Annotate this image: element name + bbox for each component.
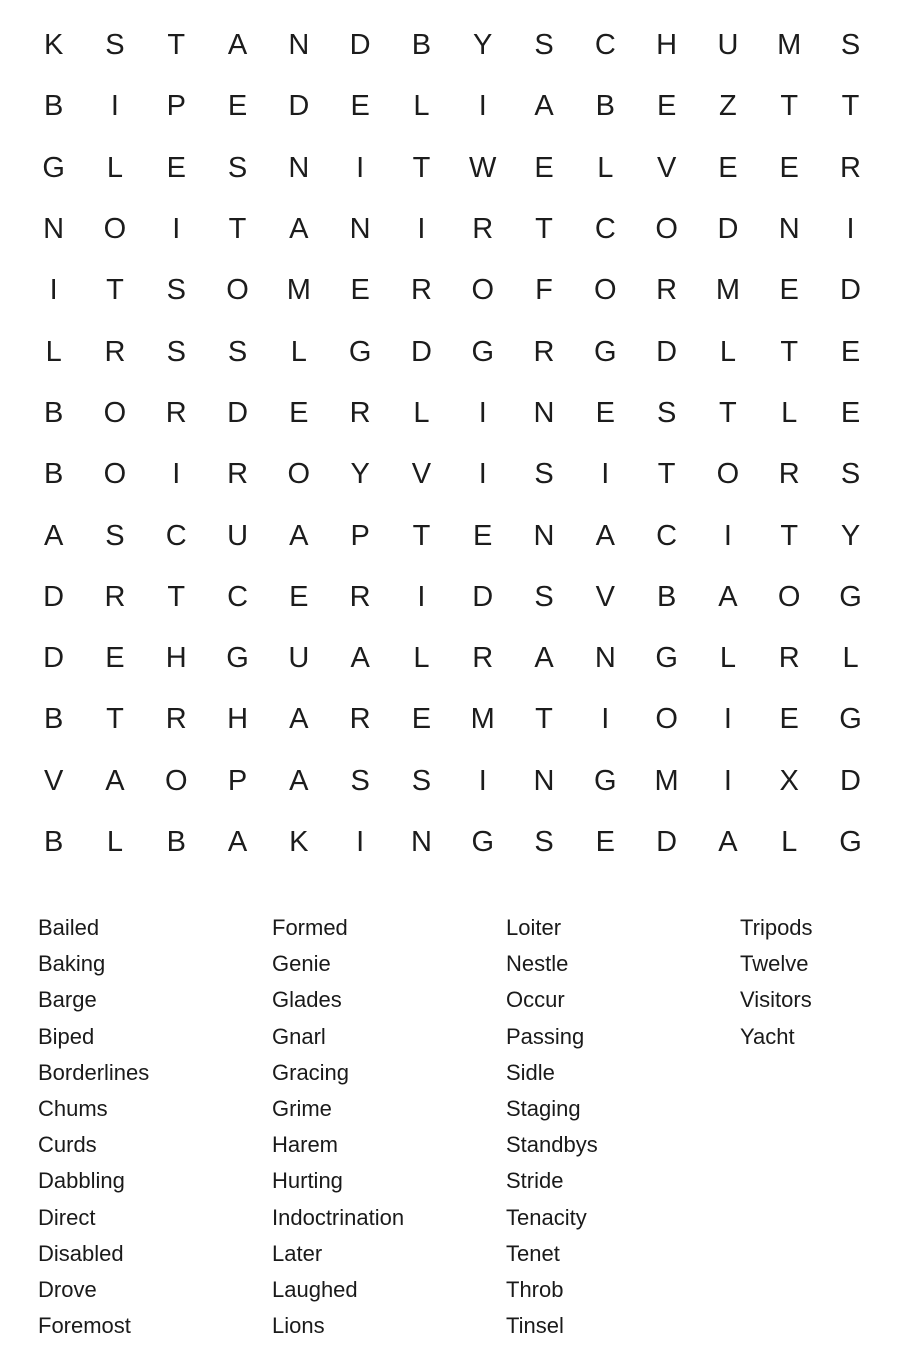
grid-cell[interactable]: L bbox=[45, 335, 62, 368]
word-list-item: Staging bbox=[506, 1095, 581, 1121]
grid-cell[interactable]: E bbox=[105, 642, 125, 675]
word-list bbox=[38, 910, 888, 1346]
grid-cell[interactable]: A bbox=[289, 519, 309, 552]
grid-cell[interactable]: T bbox=[412, 151, 431, 184]
grid-cell[interactable]: Y bbox=[350, 458, 370, 491]
grid-cell[interactable]: G bbox=[471, 335, 494, 368]
grid-cell[interactable]: T bbox=[780, 519, 799, 552]
grid-cell[interactable]: E bbox=[227, 90, 248, 123]
grid-cell[interactable]: L bbox=[719, 335, 736, 368]
grid-cell[interactable]: E bbox=[779, 151, 799, 184]
grid-cell[interactable]: D bbox=[43, 580, 65, 613]
grid-cell[interactable]: L bbox=[842, 642, 859, 675]
word-list-item: Standbys bbox=[506, 1132, 598, 1158]
grid-cell[interactable]: I bbox=[417, 213, 426, 246]
grid-cell[interactable]: I bbox=[172, 458, 181, 491]
grid-cell[interactable]: M bbox=[654, 764, 679, 797]
grid-cell[interactable]: S bbox=[166, 274, 186, 307]
grid-cell[interactable]: B bbox=[166, 826, 186, 858]
grid-cell[interactable]: T bbox=[841, 90, 860, 123]
grid-cell[interactable]: N bbox=[288, 29, 310, 62]
grid-cell[interactable]: A bbox=[289, 703, 309, 736]
grid-cell[interactable]: A bbox=[227, 29, 248, 62]
grid-cell[interactable]: U bbox=[227, 519, 249, 552]
word-list-item: Barge bbox=[38, 987, 97, 1013]
grid-cell[interactable]: E bbox=[411, 703, 432, 736]
grid-cell[interactable]: S bbox=[534, 580, 554, 613]
grid-cell[interactable]: A bbox=[718, 580, 738, 613]
grid-cell[interactable]: B bbox=[43, 458, 64, 491]
grid-cell[interactable]: S bbox=[166, 335, 186, 368]
grid-cell[interactable]: P bbox=[227, 764, 248, 797]
grid-cell[interactable]: O bbox=[655, 703, 678, 736]
grid-cell[interactable]: T bbox=[719, 396, 737, 429]
grid-cell[interactable]: N bbox=[288, 151, 310, 184]
grid-cell[interactable]: I bbox=[723, 519, 732, 552]
word-list-item: Lions bbox=[272, 1313, 325, 1339]
grid-cell[interactable]: Y bbox=[840, 519, 861, 552]
grid-cell[interactable]: L bbox=[781, 826, 798, 858]
grid-cell[interactable]: T bbox=[228, 213, 247, 246]
grid-cell[interactable]: T bbox=[535, 703, 553, 736]
grid-cell[interactable]: E bbox=[350, 274, 370, 307]
word-list-item: Twelve bbox=[740, 951, 809, 977]
grid-cell[interactable]: I bbox=[601, 458, 610, 491]
grid-cell[interactable]: K bbox=[43, 29, 64, 62]
grid-cell[interactable]: G bbox=[839, 580, 862, 613]
word-list-item: Grime bbox=[272, 1095, 332, 1121]
word-list-item: Yacht bbox=[740, 1023, 795, 1049]
grid-cell[interactable]: V bbox=[411, 458, 432, 491]
grid-cell[interactable]: V bbox=[43, 764, 64, 797]
grid-cell[interactable]: E bbox=[595, 826, 615, 858]
word-column bbox=[38, 910, 272, 1346]
grid-cell[interactable]: B bbox=[595, 90, 615, 123]
grid-cell[interactable]: O bbox=[103, 458, 127, 491]
grid-cell[interactable]: E bbox=[595, 396, 615, 429]
word-list-item: Baking bbox=[38, 951, 106, 977]
grid-cell[interactable]: O bbox=[164, 764, 188, 797]
grid-cell[interactable]: S bbox=[227, 335, 248, 368]
grid-cell[interactable]: R bbox=[778, 642, 800, 675]
grid-cell[interactable]: A bbox=[289, 764, 309, 797]
word-list-item: Chums bbox=[38, 1095, 108, 1121]
word-list-item: Biped bbox=[38, 1023, 95, 1049]
grid-cell[interactable]: B bbox=[411, 29, 432, 62]
grid-cell[interactable]: G bbox=[839, 703, 862, 736]
grid-cell[interactable]: L bbox=[290, 335, 307, 368]
grid-cell[interactable]: R bbox=[165, 703, 187, 736]
grid-cell[interactable]: L bbox=[413, 90, 430, 123]
grid-cell[interactable]: E bbox=[779, 274, 799, 307]
grid-cell[interactable]: D bbox=[717, 213, 739, 246]
word-column bbox=[506, 910, 740, 1346]
grid-cell[interactable]: D bbox=[349, 29, 371, 62]
grid-cell[interactable]: D bbox=[227, 396, 249, 429]
word-list-item: Occur bbox=[506, 987, 565, 1013]
grid-cell[interactable]: E bbox=[289, 580, 309, 613]
grid-cell[interactable]: S bbox=[105, 29, 125, 62]
word-list-item: Formed bbox=[272, 915, 348, 940]
grid-cell[interactable]: T bbox=[106, 274, 124, 307]
grid-cell[interactable]: R bbox=[165, 396, 187, 429]
grid-cell[interactable]: R bbox=[349, 580, 371, 613]
grid-cell[interactable]: I bbox=[356, 826, 365, 858]
grid-cell[interactable]: A bbox=[534, 642, 554, 675]
grid-cell[interactable]: I bbox=[478, 458, 487, 491]
grid-cell[interactable]: L bbox=[413, 642, 430, 675]
grid-cell[interactable]: I bbox=[478, 764, 487, 797]
grid-cell[interactable]: S bbox=[656, 396, 677, 429]
word-list-item: Tenet bbox=[506, 1240, 560, 1266]
grid-cell[interactable]: T bbox=[412, 519, 431, 552]
grid-cell[interactable]: E bbox=[166, 151, 186, 184]
grid-cell[interactable]: E bbox=[718, 151, 738, 184]
grid-cell[interactable]: O bbox=[777, 580, 801, 613]
word-list-item: Visitors bbox=[740, 987, 812, 1013]
grid-cell[interactable]: E bbox=[534, 151, 554, 184]
grid-cell[interactable]: D bbox=[472, 580, 494, 613]
word-list-item: Foremost bbox=[38, 1313, 131, 1339]
grid-cell[interactable]: L bbox=[106, 826, 124, 858]
word-list-item: Genie bbox=[272, 951, 331, 977]
grid-cell[interactable]: T bbox=[106, 703, 124, 736]
grid-cell[interactable]: R bbox=[472, 213, 494, 246]
grid-cell[interactable]: P bbox=[166, 90, 186, 123]
word-list-item: Glades bbox=[272, 987, 342, 1013]
grid-cell[interactable]: M bbox=[286, 274, 311, 307]
grid-cell[interactable]: D bbox=[656, 335, 678, 368]
word-list-item: Sidle bbox=[506, 1059, 555, 1085]
grid-cell[interactable]: N bbox=[533, 764, 555, 797]
grid-cell[interactable]: N bbox=[778, 213, 800, 246]
grid-cell[interactable]: I bbox=[172, 213, 181, 246]
grid-cell[interactable]: W bbox=[469, 151, 497, 184]
grid-cell[interactable]: D bbox=[288, 90, 310, 123]
word-list-item: Tinsel bbox=[506, 1313, 564, 1339]
grid-cell[interactable]: S bbox=[411, 764, 432, 797]
word-list-item: Tenacity bbox=[506, 1204, 587, 1230]
grid-cell[interactable]: L bbox=[719, 642, 736, 675]
grid-cell[interactable]: G bbox=[594, 335, 617, 368]
word-list-item: Dabbling bbox=[38, 1168, 125, 1194]
grid-cell[interactable]: P bbox=[350, 519, 370, 552]
grid-cell[interactable]: E bbox=[350, 90, 370, 123]
grid-cell[interactable]: G bbox=[226, 642, 249, 675]
word-column bbox=[740, 910, 888, 1346]
grid-cell[interactable]: L bbox=[413, 396, 430, 429]
grid-cell[interactable]: O bbox=[226, 274, 249, 307]
grid-cell[interactable]: F bbox=[535, 274, 553, 307]
grid-cell[interactable]: D bbox=[410, 335, 432, 368]
grid-cell[interactable]: I bbox=[723, 764, 732, 797]
grid-cell[interactable]: R bbox=[656, 274, 678, 307]
word-list-item: Later bbox=[272, 1240, 323, 1266]
word-list-item: Hurting bbox=[272, 1168, 343, 1194]
grid-cell[interactable]: R bbox=[349, 703, 371, 736]
grid-cell[interactable]: R bbox=[227, 458, 249, 491]
grid-cell[interactable]: C bbox=[594, 29, 616, 62]
grid-cell[interactable]: A bbox=[718, 826, 738, 858]
grid-cell[interactable]: O bbox=[103, 396, 127, 429]
grid-cell[interactable]: I bbox=[49, 274, 58, 307]
grid-cell[interactable]: I bbox=[110, 90, 119, 123]
grid-cell[interactable]: H bbox=[227, 703, 249, 736]
word-list-item: Gnarl bbox=[272, 1023, 326, 1049]
grid-cell[interactable]: G bbox=[839, 826, 862, 858]
grid-cell[interactable]: R bbox=[104, 580, 126, 613]
grid-cell[interactable]: N bbox=[594, 642, 616, 675]
word-list-item: Curds bbox=[38, 1132, 97, 1158]
grid-cell[interactable]: A bbox=[43, 519, 64, 552]
grid-cell[interactable]: B bbox=[43, 703, 64, 736]
grid-cell[interactable]: I bbox=[417, 580, 426, 613]
grid-cell[interactable]: S bbox=[534, 29, 554, 62]
grid-cell[interactable]: O bbox=[594, 274, 617, 307]
grid-cell[interactable]: G bbox=[348, 335, 372, 368]
grid-cell[interactable]: E bbox=[840, 335, 861, 368]
grid-cell[interactable]: E bbox=[473, 519, 493, 552]
grid-cell[interactable]: K bbox=[289, 826, 309, 858]
grid-cell[interactable]: R bbox=[410, 274, 432, 307]
grid-cell[interactable]: E bbox=[840, 396, 861, 429]
grid-cell[interactable]: Y bbox=[473, 29, 493, 62]
word-list-item: Laughed bbox=[272, 1276, 358, 1302]
grid-cell[interactable]: G bbox=[471, 826, 494, 858]
grid-cell[interactable]: N bbox=[533, 519, 555, 552]
grid-cell[interactable]: T bbox=[657, 458, 676, 491]
grid-cell[interactable]: T bbox=[780, 335, 799, 368]
grid-cell[interactable]: N bbox=[533, 396, 555, 429]
grid-cell[interactable]: T bbox=[780, 90, 799, 123]
grid-cell[interactable]: E bbox=[779, 703, 799, 736]
word-list-item: Harem bbox=[272, 1132, 339, 1158]
grid-cell[interactable]: L bbox=[106, 151, 124, 184]
word-list-item: Gracing bbox=[272, 1059, 350, 1085]
word-list-item: Nestle bbox=[506, 951, 569, 977]
grid-cell[interactable]: A bbox=[350, 642, 370, 675]
grid-cell[interactable]: R bbox=[104, 335, 126, 368]
grid-cell[interactable]: H bbox=[165, 642, 187, 675]
grid-cell[interactable]: O bbox=[655, 213, 678, 246]
grid-cell[interactable]: S bbox=[534, 826, 554, 858]
letter-grid bbox=[23, 15, 881, 873]
grid-cell[interactable]: M bbox=[777, 29, 802, 62]
grid-cell[interactable]: D bbox=[656, 826, 678, 858]
grid-cell[interactable]: S bbox=[840, 29, 861, 62]
grid-cell[interactable]: T bbox=[167, 29, 186, 62]
word-list-item: Throb bbox=[506, 1276, 564, 1302]
grid-cell[interactable]: A bbox=[289, 213, 309, 246]
word-list-item: Loiter bbox=[506, 915, 562, 940]
grid-cell[interactable]: O bbox=[716, 458, 740, 491]
grid-cell[interactable]: D bbox=[43, 642, 65, 675]
word-list-item: Tripods bbox=[740, 915, 813, 940]
grid-cell[interactable]: L bbox=[781, 396, 798, 429]
grid-cell[interactable]: S bbox=[840, 458, 861, 491]
grid-cell[interactable]: D bbox=[840, 764, 861, 797]
grid-cell[interactable]: E bbox=[656, 90, 677, 123]
grid-cell[interactable]: I bbox=[723, 703, 732, 736]
word-list-item: Disabled bbox=[38, 1240, 124, 1266]
grid-cell[interactable]: B bbox=[43, 826, 64, 858]
grid-cell[interactable]: L bbox=[597, 151, 614, 184]
grid-cell[interactable]: N bbox=[410, 826, 432, 858]
grid-cell[interactable]: T bbox=[167, 580, 186, 613]
word-list-item: Bailed bbox=[38, 915, 100, 940]
grid-cell[interactable]: H bbox=[656, 29, 678, 62]
grid-cell[interactable]: C bbox=[165, 519, 187, 552]
grid-cell[interactable]: N bbox=[349, 213, 371, 246]
word-list-item: Passing bbox=[506, 1023, 585, 1049]
grid-cell[interactable]: M bbox=[470, 703, 495, 736]
grid-cell[interactable]: I bbox=[478, 396, 487, 429]
grid-cell[interactable]: A bbox=[227, 826, 248, 858]
grid-cell[interactable]: R bbox=[349, 396, 371, 429]
grid-cell[interactable]: I bbox=[846, 213, 855, 246]
grid-cell[interactable]: S bbox=[534, 458, 554, 491]
grid-cell[interactable]: Z bbox=[719, 90, 737, 123]
grid-cell[interactable]: A bbox=[105, 764, 125, 797]
grid-cell[interactable]: S bbox=[105, 519, 125, 552]
grid-cell[interactable]: T bbox=[535, 213, 553, 246]
word-list-item: Borderlines bbox=[38, 1059, 150, 1085]
grid-cell[interactable]: I bbox=[356, 151, 365, 184]
grid-cell[interactable]: G bbox=[42, 151, 65, 184]
word-list-item: Drove bbox=[38, 1276, 97, 1302]
grid-cell[interactable]: C bbox=[227, 580, 249, 613]
grid-cell[interactable]: E bbox=[289, 396, 309, 429]
grid-cell[interactable]: R bbox=[472, 642, 494, 675]
word-list-item: Stride bbox=[506, 1168, 564, 1194]
grid-cell[interactable]: O bbox=[287, 458, 311, 491]
grid-cell[interactable]: A bbox=[595, 519, 615, 552]
grid-cell[interactable]: S bbox=[227, 151, 248, 184]
grid-cell[interactable]: A bbox=[534, 90, 554, 123]
grid-cell[interactable]: B bbox=[43, 396, 64, 429]
grid-cell[interactable]: B bbox=[43, 90, 64, 123]
grid-cell[interactable]: V bbox=[595, 580, 615, 613]
grid-cell[interactable]: X bbox=[779, 764, 799, 797]
grid-cell[interactable]: S bbox=[350, 764, 370, 797]
grid-cell[interactable]: R bbox=[778, 458, 800, 491]
grid-cell[interactable]: G bbox=[594, 764, 617, 797]
grid-cell[interactable]: U bbox=[717, 29, 739, 62]
grid-cell[interactable]: I bbox=[601, 703, 610, 736]
grid-cell[interactable]: D bbox=[840, 274, 861, 307]
grid-cell[interactable]: M bbox=[715, 274, 740, 307]
grid-cell[interactable]: R bbox=[533, 335, 555, 368]
grid-cell[interactable]: R bbox=[840, 151, 861, 184]
word-column bbox=[272, 910, 506, 1346]
grid-cell[interactable]: N bbox=[43, 213, 65, 246]
grid-cell[interactable]: B bbox=[656, 580, 677, 613]
grid-cell[interactable]: V bbox=[656, 151, 677, 184]
grid-cell[interactable]: G bbox=[655, 642, 678, 675]
word-list-item: Direct bbox=[38, 1204, 96, 1230]
word-list-item: Indoctrination bbox=[272, 1204, 405, 1230]
grid-cell[interactable]: C bbox=[656, 519, 678, 552]
grid-cell[interactable]: O bbox=[471, 274, 494, 307]
grid-cell[interactable]: U bbox=[288, 642, 310, 675]
grid-cell[interactable]: C bbox=[594, 213, 616, 246]
grid-cell[interactable]: O bbox=[103, 213, 127, 246]
grid-cell[interactable]: I bbox=[478, 90, 487, 123]
